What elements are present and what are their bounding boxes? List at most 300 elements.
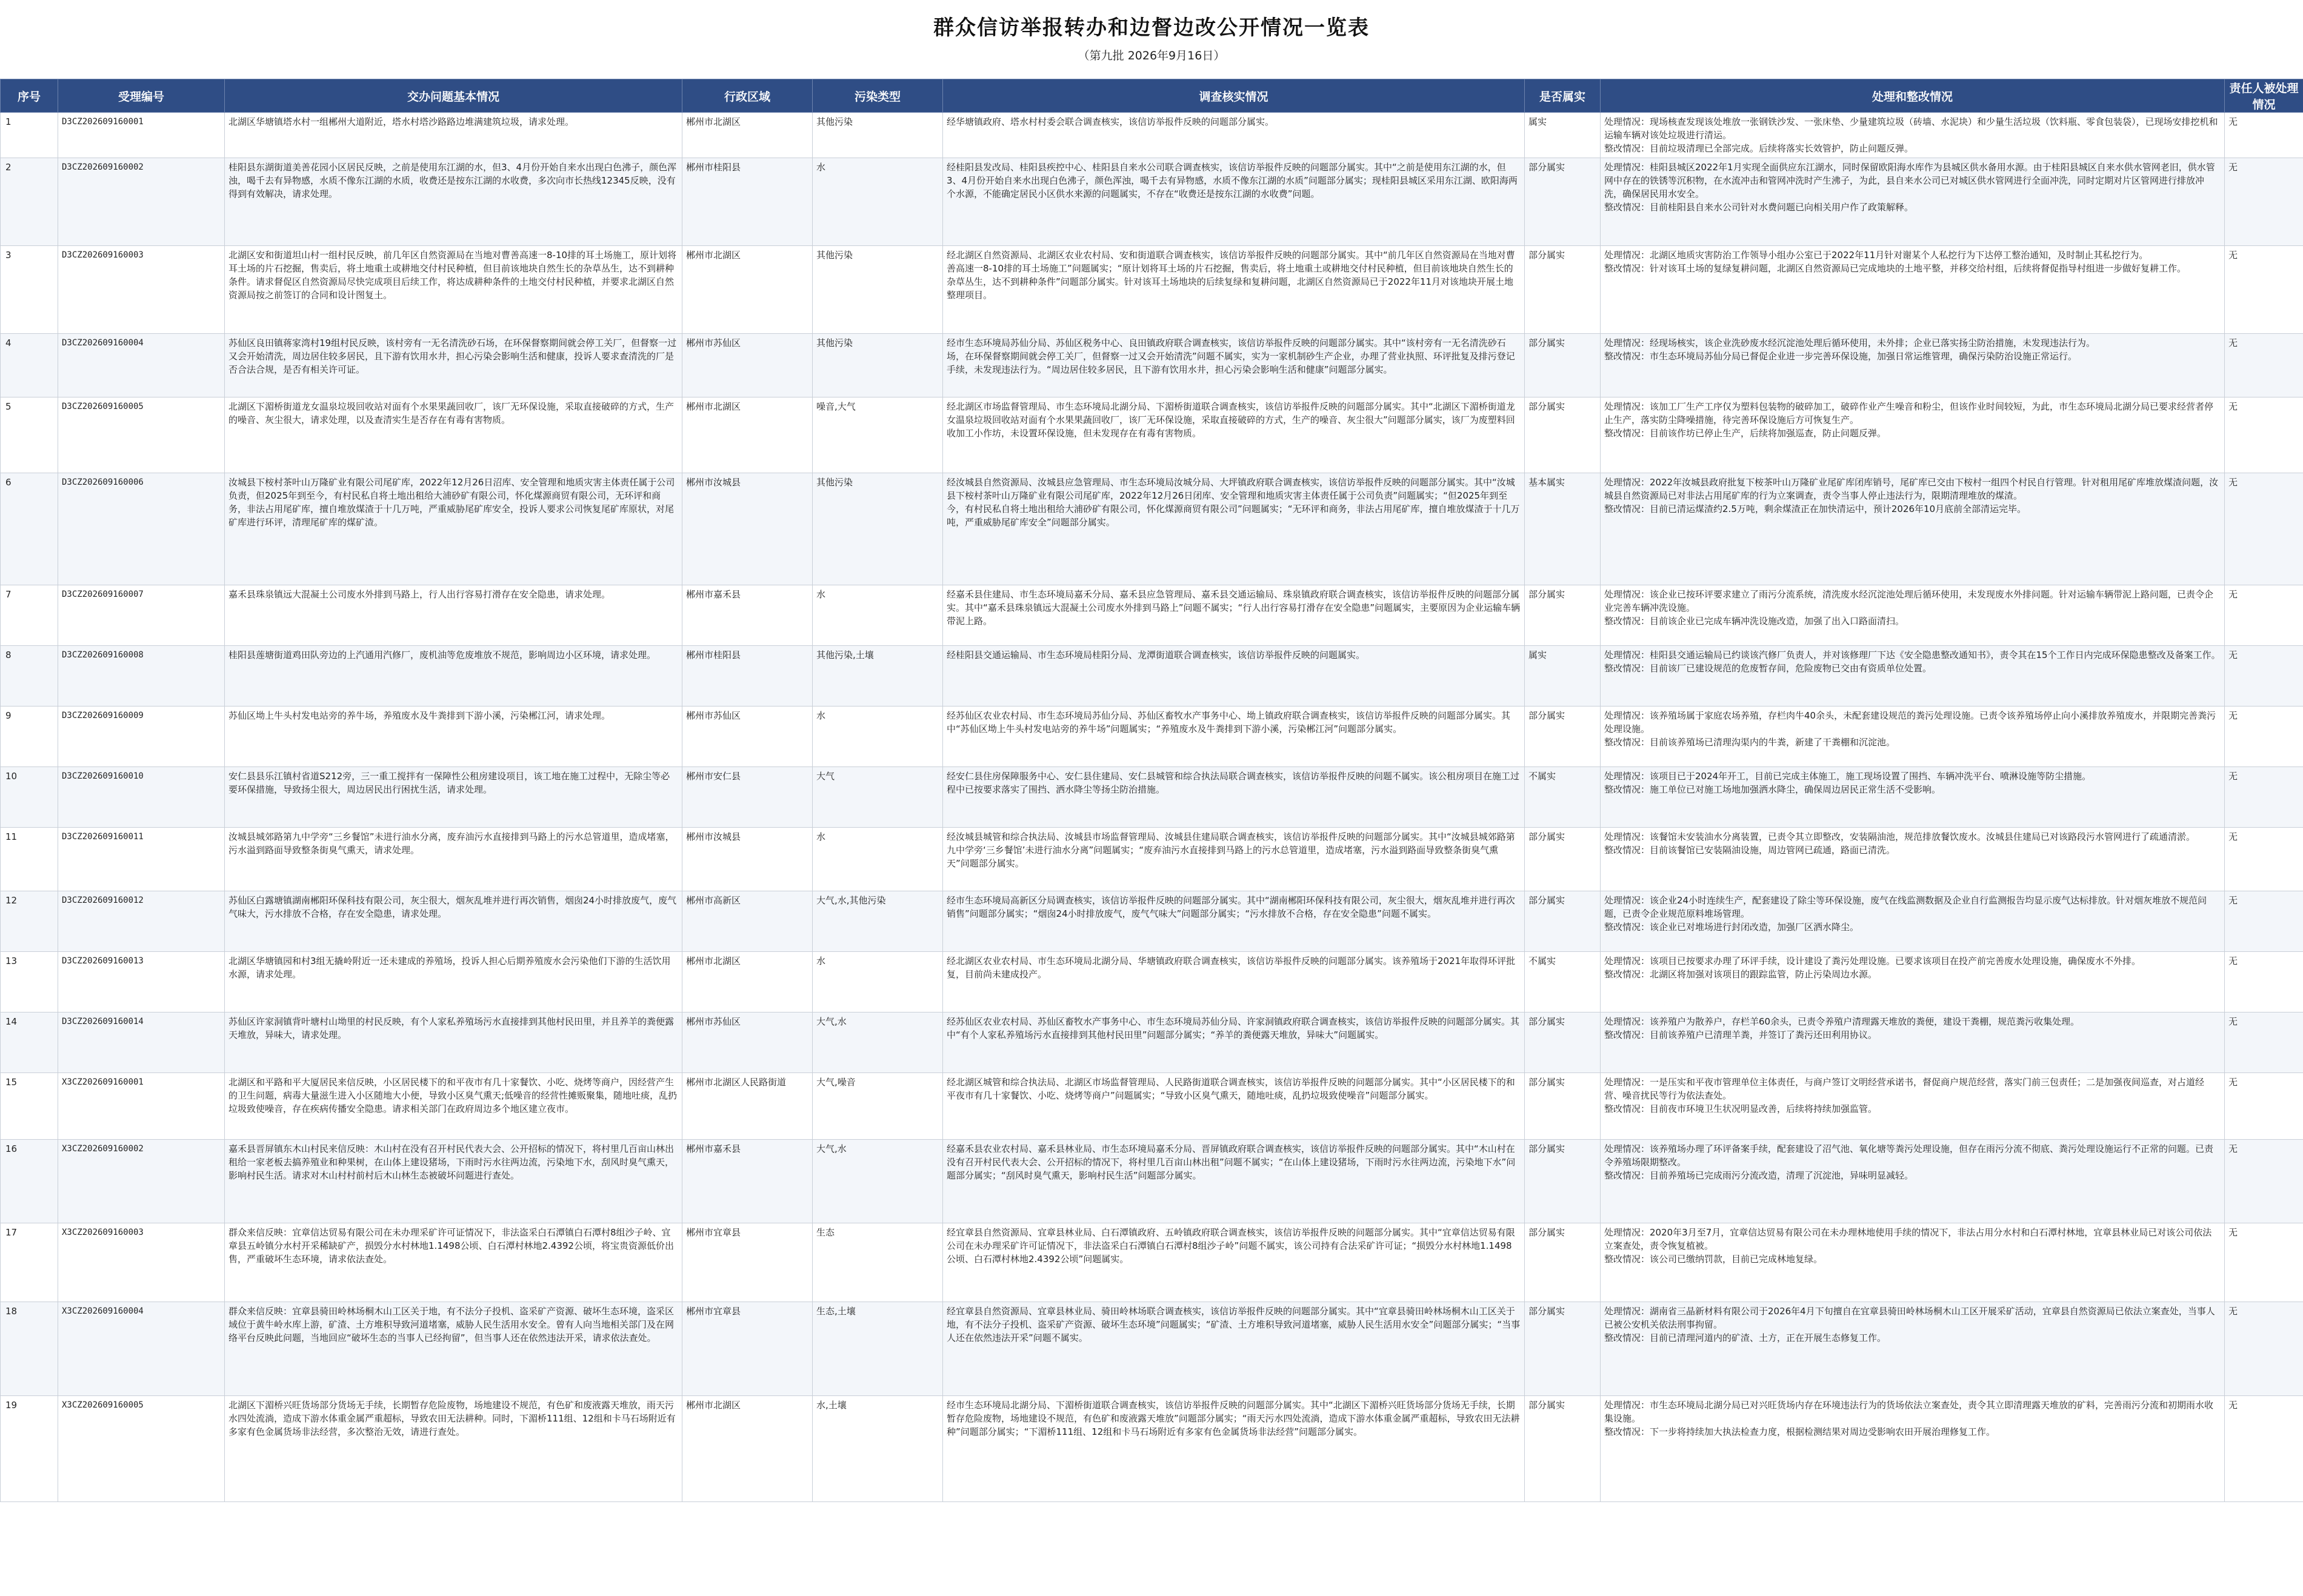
cell-seq-text: 10	[5, 770, 54, 783]
cell-verified	[1525, 585, 1601, 646]
page-subtitle: （第九批 2026年9月16日）	[0, 47, 2303, 63]
cell-seq-text: 15	[5, 1076, 54, 1089]
cell-type	[813, 1140, 943, 1223]
table-row	[1, 585, 2303, 646]
cell-investigation-text: 经桂阳县发改局、桂阳县疾控中心、桂阳县自来水公司联合调查核实，该信访举报件反映的问题部分属实。其中“之前是使用东江湖的水，但3、4月份开始自来水出现白色沸子，颜色浑浊，喝千去有异物感，水质不像东江湖的水质”问题部分属实；现桂阳县城区采用东江湖、欧阳海两个水源，不能确定居民小区供水来源的问题属实，不存在“收费还是按东江湖的水收费”问题。	[947, 161, 1521, 201]
cell-region	[682, 1140, 813, 1223]
cell-seq-text: 13	[5, 954, 54, 968]
cell-id-text: D3CZ202609160010	[62, 770, 221, 783]
cell-id-text: D3CZ202609160001	[62, 115, 221, 128]
cell-accountability	[2225, 1223, 2303, 1302]
header-desc: 交办问题基本情况	[225, 79, 682, 113]
cell-region-text: 郴州市北湖区	[686, 248, 808, 262]
cell-id	[58, 246, 225, 334]
cell-id	[58, 1012, 225, 1073]
cell-seq-text: 19	[5, 1398, 54, 1412]
cell-seq-text: 17	[5, 1226, 54, 1239]
cell-verified	[1525, 952, 1601, 1012]
cell-investigation-text: 经汝城县自然资源局、汝城县应急管理局、市生态环境局汝城分局、大坪镇政府联合调查核实，该信访举报件反映的问题部分属实。其中“汝城县下桉村茶叶山万隆矿业有限公司尾矿库，2022年12月26日闭库、安全管理和地质灾害主体责任属于公司负责”问题属实；“但2025年到至今，有村民私自将土地出租给大浦砂矿有限公司，怀化煤源商贸有限公司”问题属实；“无环评和商务，非法占用尾矿库，擅自堆放煤渣于十几万吨，严重威胁尾矿库安全”问题部分属实。	[947, 476, 1521, 529]
cell-investigation	[943, 1012, 1525, 1073]
cell-seq	[1, 707, 58, 767]
cell-type	[813, 828, 943, 891]
cell-verified	[1525, 1073, 1601, 1140]
header-id: 受理编号	[58, 79, 225, 113]
cell-handling	[1601, 585, 2225, 646]
cell-desc	[225, 113, 682, 158]
cell-id	[58, 828, 225, 891]
cell-verified-text: 部分属实	[1528, 248, 1596, 262]
cell-seq-text: 8	[5, 648, 54, 662]
cell-id-text: X3CZ202609160002	[62, 1142, 221, 1155]
cell-desc	[225, 1140, 682, 1223]
cell-region-text: 郴州市苏仙区	[686, 1015, 808, 1028]
cell-desc-text: 桂阳县东湖街道美善花园小区居民反映，之前是使用东江湖的水，但3、4月份开始自来水出现白色沸子，颜色浑浊，喝千去有异物感，水质不像东江湖的水质，收费还是按东江湖的水收费，多次向市长热线12345反映，没有得到有效解决，请求处理。	[228, 161, 678, 201]
cell-verified-text: 属实	[1528, 115, 1596, 128]
cell-seq	[1, 473, 58, 585]
cell-desc	[225, 246, 682, 334]
table-row	[1, 334, 2303, 397]
cell-type-text: 大气,水	[816, 1142, 939, 1155]
cell-type-text: 噪音,大气	[816, 400, 939, 413]
cell-accountability	[2225, 334, 2303, 397]
cell-id-text: X3CZ202609160001	[62, 1076, 221, 1089]
cell-investigation-text: 经苏仙区农业农村局、市生态环境局苏仙分局、苏仙区畜牧水产事务中心、坳上镇政府联合调查核实，该信访举报件反映的问题部分属实。其中“苏仙区坳上牛头村发电站旁的养牛场”问题属实；“养殖废水及牛粪排到下游小溪，污染郴江河”问题部分属实。	[947, 709, 1521, 736]
cell-accountability-text: 无	[2228, 1398, 2299, 1412]
cell-desc	[225, 828, 682, 891]
cell-investigation	[943, 891, 1525, 952]
cell-verified-text: 部分属实	[1528, 1226, 1596, 1239]
cell-handling	[1601, 1140, 2225, 1223]
cell-id-text: D3CZ202609160007	[62, 588, 221, 601]
cell-seq	[1, 334, 58, 397]
cell-handling	[1601, 158, 2225, 246]
header-investigation: 调查核实情况	[943, 79, 1525, 113]
cell-region-text: 郴州市宜章县	[686, 1226, 808, 1239]
cell-type-text: 水	[816, 830, 939, 843]
cell-verified	[1525, 767, 1601, 828]
table-row	[1, 1140, 2303, 1223]
cell-verified-text: 部分属实	[1528, 1015, 1596, 1028]
cell-accountability	[2225, 1140, 2303, 1223]
cell-verified-text: 部分属实	[1528, 588, 1596, 601]
cell-investigation-text: 经嘉禾县农业农村局、嘉禾县林业局、市生态环境局嘉禾分局、晋屏镇政府联合调查核实，该信访举报件反映的问题部分属实。其中“木山村在没有召开村民代表大会、公开招标的情况下，将村里几百亩山林出租”问题不属实；“在山体上建设猪场，下雨时污水往两边流，污染地下水”问题部分属实；“刮风时臭气熏天，影响村民生活”问题部分属实。	[947, 1142, 1521, 1182]
cell-id	[58, 1302, 225, 1396]
cell-accountability-text: 无	[2228, 476, 2299, 489]
cell-desc	[225, 1012, 682, 1073]
cell-type-text: 水	[816, 709, 939, 722]
cell-desc	[225, 891, 682, 952]
cell-handling	[1601, 397, 2225, 473]
cell-seq-text: 7	[5, 588, 54, 601]
cell-investigation-text: 经市生态环境局北湖分局、下湄桥街道联合调查核实，该信访举报件反映的问题部分属实。其中“北湖区下湄桥兴旺货场部分货场无手续，长期暂存危险废物，场地建设不规范，有色矿和废液露天堆放”问题部分属实；“雨天污水四处流淌，造成下游水体重金属严重超标，导致农田无法耕种”问题部分属实；“下湄桥111组、12组和卡马石场附近有多家有色金属货场非法经营”问题部分属实。	[947, 1398, 1521, 1438]
cell-id-text: X3CZ202609160004	[62, 1305, 221, 1318]
cell-accountability-text: 无	[2228, 1226, 2299, 1239]
table-row	[1, 952, 2303, 1012]
cell-desc	[225, 707, 682, 767]
table-row	[1, 1012, 2303, 1073]
cell-verified-text: 部分属实	[1528, 336, 1596, 350]
cell-type-text: 水	[816, 954, 939, 968]
cell-accountability-text: 无	[2228, 1142, 2299, 1155]
cell-handling	[1601, 246, 2225, 334]
cell-handling-text: 处理情况：该养殖场办理了环评备案手续，配套建设了沼气池、氧化塘等粪污处理设施，但存在雨污分流不彻底、粪污处理设施运行不正常的问题。已责令养殖场限期整改。 整改情况：目前养殖场已完成雨污分流改造，清理了沉淀池，异味明显减轻。	[1604, 1142, 2221, 1182]
cell-handling	[1601, 767, 2225, 828]
cell-region-text: 郴州市嘉禾县	[686, 588, 808, 601]
cell-desc	[225, 952, 682, 1012]
cell-handling	[1601, 646, 2225, 707]
cell-investigation-text: 经北湖区自然资源局、北湖区农业农村局、安和街道联合调查核实，该信访举报件反映的问题部分属实。其中“前几年区自然资源局在当地对曹善高速一8-10排的耳土场施工”问题属实；“原计划将耳土场的片石挖掘，售卖后，将土地重土或耕地交付村民种植，但目前该地块自然生长的杂草丛生，达不到耕种条件”问题部分属实。针对该耳土场地块的后续复绿和复耕问题，北湖区自然资源局已于2022年11月对该地块开展土地整理项目。	[947, 248, 1521, 302]
cell-id-text: D3CZ202609160012	[62, 894, 221, 907]
cell-id-text: D3CZ202609160004	[62, 336, 221, 350]
cell-handling	[1601, 1223, 2225, 1302]
cell-investigation	[943, 767, 1525, 828]
cell-type	[813, 891, 943, 952]
cell-id-text: D3CZ202609160013	[62, 954, 221, 968]
cell-region-text: 郴州市北湖区	[686, 115, 808, 128]
cell-verified-text: 部分属实	[1528, 830, 1596, 843]
table-row	[1, 767, 2303, 828]
cell-investigation-text: 经北湖区农业农村局、市生态环境局北湖分局、华塘镇政府联合调查核实，该信访举报件反映的问题部分属实。该养殖场于2021年取得环评批复，目前尚未建成投产。	[947, 954, 1521, 981]
cell-handling-text: 处理情况：桂阳县城区2022年1月实现全面供应东江湖水，同时保留欧阳海水库作为县城区供水备用水源。由于桂阳县城区自来水供水管网老旧，供水管网中存在的铁锈等沉积物，在水流冲击和管网冲洗时产生沸子，为此，县自来水公司已对城区供水管网进行全面冲洗，同时定期对片区管网进行排放冲洗，确保居民用水安全。 整改情况：目前桂阳县自来水公司针对水费问题已向相关用户作了政策解释。	[1604, 161, 2221, 214]
cell-region	[682, 158, 813, 246]
cell-verified-text: 基本属实	[1528, 476, 1596, 489]
cell-desc-text: 苏仙区坳上牛头村发电站旁的养牛场，养殖废水及牛粪排到下游小溪，污染郴江河，请求处理。	[228, 709, 678, 722]
cell-investigation	[943, 1302, 1525, 1396]
cell-verified	[1525, 828, 1601, 891]
cell-handling	[1601, 828, 2225, 891]
cell-investigation	[943, 334, 1525, 397]
cell-id	[58, 1223, 225, 1302]
cell-handling	[1601, 707, 2225, 767]
cell-id	[58, 334, 225, 397]
cell-seq-text: 12	[5, 894, 54, 907]
cell-type-text: 生态	[816, 1226, 939, 1239]
cell-desc	[225, 158, 682, 246]
cell-id-text: X3CZ202609160003	[62, 1226, 221, 1239]
cell-verified	[1525, 707, 1601, 767]
cell-type	[813, 1302, 943, 1396]
cell-seq	[1, 158, 58, 246]
cell-accountability	[2225, 585, 2303, 646]
cell-id	[58, 473, 225, 585]
cell-seq-text: 2	[5, 161, 54, 174]
cell-accountability	[2225, 952, 2303, 1012]
cell-seq-text: 5	[5, 400, 54, 413]
table-row	[1, 473, 2303, 585]
cell-investigation	[943, 952, 1525, 1012]
cell-verified-text: 部分属实	[1528, 1398, 1596, 1412]
cell-id	[58, 1073, 225, 1140]
cell-type-text: 其他污染	[816, 476, 939, 489]
cell-handling	[1601, 891, 2225, 952]
cell-accountability	[2225, 1302, 2303, 1396]
cell-id	[58, 952, 225, 1012]
cell-accountability-text: 无	[2228, 248, 2299, 262]
cell-accountability	[2225, 1073, 2303, 1140]
cell-type	[813, 113, 943, 158]
cell-region-text: 郴州市北湖区	[686, 954, 808, 968]
cell-region-text: 郴州市高新区	[686, 894, 808, 907]
cell-region-text: 郴州市北湖区	[686, 1398, 808, 1412]
cell-region-text: 郴州市北湖区	[686, 400, 808, 413]
cell-type-text: 大气,水,其他污染	[816, 894, 939, 907]
cell-id	[58, 113, 225, 158]
cell-verified-text: 部分属实	[1528, 894, 1596, 907]
cell-investigation	[943, 1140, 1525, 1223]
cell-seq	[1, 1396, 58, 1502]
cell-accountability-text: 无	[2228, 161, 2299, 174]
table-row	[1, 1302, 2303, 1396]
cell-seq	[1, 828, 58, 891]
cell-type-text: 其他污染	[816, 336, 939, 350]
cell-seq-text: 4	[5, 336, 54, 350]
cell-type-text: 水	[816, 161, 939, 174]
complaints-table	[0, 79, 2303, 1502]
cell-handling-text: 处理情况：市生态环境局北湖分局已对兴旺货场内存在环境违法行为的货场依法立案查处，责令其立即清理露天堆放的矿料，完善雨污分流和初期雨水收集设施。 整改情况：下一步将持续加大执法检查力度，根据检测结果对周边受影响农田开展治理修复工作。	[1604, 1398, 2221, 1438]
cell-accountability	[2225, 707, 2303, 767]
cell-handling-text: 处理情况：该养殖场属于家庭农场养殖，存栏肉牛40余头，未配套建设规范的粪污处理设施。已责令该养殖场停止向小溪排放养殖废水，并限期完善粪污处理设施。 整改情况：目前该养殖场已清理沟渠内的牛粪，新建了干粪棚和沉淀池。	[1604, 709, 2221, 749]
cell-id-text: D3CZ202609160002	[62, 161, 221, 174]
cell-investigation	[943, 246, 1525, 334]
cell-type	[813, 1012, 943, 1073]
cell-verified	[1525, 1223, 1601, 1302]
table-row	[1, 646, 2303, 707]
cell-accountability-text: 无	[2228, 1076, 2299, 1089]
cell-region	[682, 767, 813, 828]
cell-seq-text: 18	[5, 1305, 54, 1318]
header-accountability: 责任人被处理情况	[2225, 79, 2303, 113]
cell-investigation	[943, 1396, 1525, 1502]
cell-type-text: 水,土壤	[816, 1398, 939, 1412]
cell-accountability-text: 无	[2228, 648, 2299, 662]
cell-verified	[1525, 646, 1601, 707]
cell-type	[813, 1223, 943, 1302]
cell-accountability-text: 无	[2228, 954, 2299, 968]
cell-verified	[1525, 473, 1601, 585]
header-region: 行政区域	[682, 79, 813, 113]
cell-seq-text: 14	[5, 1015, 54, 1028]
cell-handling-text: 处理情况：经现场核实，该企业洗砂废水经沉淀池处理后循环使用，未外排；企业已落实扬尘防治措施，未发现违法行为。 整改情况：市生态环境局苏仙分局已督促企业进一步完善环保设施，加强日常运维管理，确保污染防治设施正常运行。	[1604, 336, 2221, 363]
cell-investigation	[943, 397, 1525, 473]
cell-desc	[225, 585, 682, 646]
cell-region-text: 郴州市安仁县	[686, 770, 808, 783]
cell-handling	[1601, 473, 2225, 585]
cell-accountability	[2225, 158, 2303, 246]
cell-verified	[1525, 891, 1601, 952]
cell-region-text: 郴州市苏仙区	[686, 709, 808, 722]
cell-id	[58, 1396, 225, 1502]
cell-handling-text: 处理情况：现场核查发现该处堆放一张钢铁沙发、一张床垫、少量建筑垃圾（砖墙、水泥块）和少量生活垃圾（饮料瓶、零食包装袋），已现场安排挖机和运输车辆对该处垃圾进行清运。 整改情况：目前垃圾清理已全部完成。后续将落实长效管护，防止问题反弹。	[1604, 115, 2221, 155]
cell-accountability	[2225, 246, 2303, 334]
table-row	[1, 828, 2303, 891]
cell-id	[58, 1140, 225, 1223]
cell-region	[682, 952, 813, 1012]
cell-accountability-text: 无	[2228, 709, 2299, 722]
cell-seq-text: 1	[5, 115, 54, 128]
cell-region	[682, 828, 813, 891]
cell-accountability-text: 无	[2228, 1015, 2299, 1028]
cell-handling-text: 处理情况：湖南省三晶新材料有限公司于2026年4月下旬擅自在宜章县骑田岭林场桐木山工区开展采矿活动，宜章县自然资源局已依法立案查处，当事人已被公安机关依法刑事拘留。 整改情况：目前已清理河道内的矿渣、土方，正在开展生态修复工作。	[1604, 1305, 2221, 1345]
cell-seq	[1, 1012, 58, 1073]
cell-investigation-text: 经宜章县自然资源局、宜章县林业局、白石潭镇政府、五岭镇政府联合调查核实，该信访举报件反映的问题部分属实。其中“宜章信达贸易有限公司在未办理采矿许可证情况下，非法盗采白石潭镇白石潭村8组沙子岭”问题不属实，该公司持有合法采矿许可证；“损毁分水村林地1.1498公顷、白石潭村林地2.4392公顷”问题属实。	[947, 1226, 1521, 1266]
cell-type	[813, 334, 943, 397]
cell-verified	[1525, 158, 1601, 246]
cell-id	[58, 397, 225, 473]
cell-accountability-text: 无	[2228, 830, 2299, 843]
cell-verified	[1525, 1140, 1601, 1223]
cell-investigation	[943, 707, 1525, 767]
cell-seq	[1, 1223, 58, 1302]
cell-id-text: D3CZ202609160003	[62, 248, 221, 262]
cell-seq	[1, 1302, 58, 1396]
cell-desc	[225, 397, 682, 473]
cell-region	[682, 1302, 813, 1396]
cell-type	[813, 952, 943, 1012]
cell-region-text: 郴州市北湖区人民路街道	[686, 1076, 808, 1089]
cell-type-text: 大气,噪音	[816, 1076, 939, 1089]
cell-investigation	[943, 113, 1525, 158]
cell-region	[682, 473, 813, 585]
cell-investigation	[943, 828, 1525, 891]
table-row	[1, 891, 2303, 952]
cell-investigation	[943, 473, 1525, 585]
cell-region-text: 郴州市宜章县	[686, 1305, 808, 1318]
cell-region	[682, 397, 813, 473]
cell-region	[682, 334, 813, 397]
cell-investigation-text: 经华塘镇政府、塔水村村委会联合调查核实，该信访举报件反映的问题部分属实。	[947, 115, 1521, 128]
cell-id-text: D3CZ202609160009	[62, 709, 221, 722]
cell-desc-text: 苏仙区白露塘镇湖南郴阳环保科技有限公司，灰尘很大，烟灰乱堆并进行再次销售，烟囱24小时排放废气，废气气味大，污水排放不合格，存在安全隐患，请求处理。	[228, 894, 678, 920]
cell-desc-text: 北湖区和平路和平大厦居民来信反映，小区居民楼下的和平夜市有几十家餐饮、小吃、烧烤等商户，因经营产生的卫生问题，病毒大量滋生进入小区随地大小便，导致小区臭气熏天;低噪音的经营性摊贩聚集，随地吐痰，乱扔垃圾致使噪音，存在疾病传播安全隐患。请求相关部门在政府周边多个地区建立夜市。	[228, 1076, 678, 1116]
cell-investigation-text: 经嘉禾县住建局、市生态环境局嘉禾分局、嘉禾县应急管理局、嘉禾县交通运输局、珠泉镇政府联合调查核实，该信访举报件反映的问题部分属实。其中“嘉禾县珠泉镇远大混凝土公司废水外排到马路上”问题不属实；“行人出行容易打滑存在安全隐患”问题属实，主要原因为企业运输车辆带泥上路。	[947, 588, 1521, 628]
cell-region	[682, 113, 813, 158]
cell-handling-text: 处理情况：该企业已按环评要求建立了雨污分流系统，清洗废水经沉淀池处理后循环使用，未发现废水外排问题。针对运输车辆带泥上路问题，已责令企业完善车辆冲洗设施。 整改情况：目前该企业已完成车辆冲洗设施改造，加强了出入口路面清扫。	[1604, 588, 2221, 628]
cell-handling-text: 处理情况：该企业24小时连续生产，配套建设了除尘等环保设施，废气在线监测数据及企业自行监测报告均显示废气达标排放。针对烟灰堆放不规范问题，已责令企业规范原料堆场管理。 整改情况：该企业已对堆场进行封闭改造，加强厂区洒水降尘。	[1604, 894, 2221, 934]
table-row	[1, 158, 2303, 246]
cell-verified-text: 部分属实	[1528, 1076, 1596, 1089]
cell-desc	[225, 1223, 682, 1302]
cell-desc	[225, 1073, 682, 1140]
cell-desc-text: 汝城县下桉村茶叶山万隆矿业有限公司尾矿库，2022年12月26日沼库、安全管理和地质灾害主体责任属于公司负责，但2025年到至今，有村民私自将土地出租给大浦砂矿有限公司，怀化煤源商贸有限公司，无环评和商务，非法占用尾矿库，擅自堆放煤渣于十几万吨，严重威胁尾矿库安全，投诉人要求公司恢复尾矿库原状，对尾矿库进行环评，清理尾矿库的煤矿渣。	[228, 476, 678, 529]
table-row	[1, 113, 2303, 158]
cell-verified-text: 不属实	[1528, 954, 1596, 968]
cell-seq	[1, 767, 58, 828]
cell-desc	[225, 1302, 682, 1396]
cell-seq-text: 6	[5, 476, 54, 489]
cell-id-text: D3CZ202609160008	[62, 648, 221, 662]
cell-handling-text: 处理情况：该餐馆未安装油水分离装置，已责令其立即整改，安装隔油池，规范排放餐饮废水。汝城县住建局已对该路段污水管网进行了疏通清淤。 整改情况：目前该餐馆已安装隔油设施，周边管网已疏通，路面已清洗。	[1604, 830, 2221, 857]
cell-id-text: D3CZ202609160011	[62, 830, 221, 843]
cell-verified	[1525, 1396, 1601, 1502]
cell-verified	[1525, 246, 1601, 334]
cell-investigation	[943, 646, 1525, 707]
cell-verified	[1525, 397, 1601, 473]
cell-accountability-text: 无	[2228, 115, 2299, 128]
cell-id	[58, 707, 225, 767]
cell-handling-text: 处理情况：2022年汝城县政府批复下桉茶叶山万隆矿业尾矿库闭库销号，尾矿库已交由下桉村一组四个村民自行管理。针对租用尾矿库堆放煤渣问题，汝城县自然资源局已对非法占用尾矿库的行为立案调查，责令当事人停止违法行为，限期清理堆放的煤渣。 整改情况：目前已清运煤渣约2.5万吨，剩余煤渣正在加快清运中，预计2026年10月底前全部清运完毕。	[1604, 476, 2221, 516]
cell-desc-text: 嘉禾县晋屏镇东木山村民来信反映：木山村在没有召开村民代表大会、公开招标的情况下，将村里几百亩山林出租给一家老板去搞养殖业和种果树，在山体上建设猪场，下雨时污水往两边流，污染地下水，刮风时臭气熏天，影响村民生活。请求对木山村村前村后木山林生态被破坏问题进行查处。	[228, 1142, 678, 1182]
cell-desc-text: 北湖区下湄桥兴旺货场部分货场无手续，长期暂存危险废物，场地建设不规范，有色矿和废液露天堆放，雨天污水四处流淌，造成下游水体重金属严重超标，导致农田无法耕种。同时，下湄桥111组、12组和卡马石场附近有多家有色金属货场非法经营，多次整治无效，请进行查处。	[228, 1398, 678, 1438]
cell-id-text: X3CZ202609160005	[62, 1398, 221, 1412]
cell-seq	[1, 585, 58, 646]
cell-region-text: 郴州市桂阳县	[686, 648, 808, 662]
cell-accountability	[2225, 891, 2303, 952]
cell-type-text: 其他污染	[816, 248, 939, 262]
cell-handling	[1601, 952, 2225, 1012]
cell-handling-text: 处理情况：一是压实和平夜市管理单位主体责任，与商户签订文明经营承诺书，督促商户规范经营，落实门前三包责任；二是加强夜间巡查，对占道经营、噪音扰民等行为依法查处。 整改情况：目前夜市环境卫生状况明显改善，后续将持续加强监管。	[1604, 1076, 2221, 1116]
cell-desc-text: 北湖区安和街道坦山村一组村民反映，前几年区自然资源局在当地对曹善高速一8-10排的耳土场施工，原计划将耳土场的片石挖掘，售卖后，将土地重土或耕地交付村民种植，但目前该地块自然生长的杂草丛生，达不到耕种条件。请求督促区自然资源局尽快完成项目后续工作，将达成耕种条件的土地交付村民种植，并要求北湖区自然资源局按之前签订的合同和设计图复土。	[228, 248, 678, 302]
cell-type	[813, 585, 943, 646]
cell-id	[58, 891, 225, 952]
cell-region	[682, 891, 813, 952]
cell-handling	[1601, 1302, 2225, 1396]
cell-region	[682, 585, 813, 646]
cell-id	[58, 646, 225, 707]
cell-id	[58, 585, 225, 646]
cell-investigation-text: 经北湖区城管和综合执法局、北湖区市场监督管理局、人民路街道联合调查核实，该信访举报件反映的问题部分属实。其中“小区居民楼下的和平夜市有几十家餐饮、小吃、烧烤等商户”问题属实；“导致小区臭气熏天，随地吐痰，乱扔垃圾致使噪音”问题部分属实。	[947, 1076, 1521, 1102]
cell-seq	[1, 246, 58, 334]
cell-desc	[225, 473, 682, 585]
cell-id	[58, 767, 225, 828]
header-verified: 是否属实	[1525, 79, 1601, 113]
cell-region	[682, 646, 813, 707]
cell-desc-text: 嘉禾县珠泉镇远大混凝土公司废水外排到马路上，行人出行容易打滑存在安全隐患，请求处理。	[228, 588, 678, 601]
cell-investigation	[943, 585, 1525, 646]
cell-region-text: 郴州市嘉禾县	[686, 1142, 808, 1155]
cell-verified-text: 部分属实	[1528, 709, 1596, 722]
cell-investigation	[943, 158, 1525, 246]
table-body	[1, 113, 2303, 1502]
cell-verified-text: 部分属实	[1528, 1305, 1596, 1318]
cell-type-text: 其他污染	[816, 115, 939, 128]
cell-accountability-text: 无	[2228, 400, 2299, 413]
cell-accountability-text: 无	[2228, 1305, 2299, 1318]
cell-desc	[225, 334, 682, 397]
cell-accountability	[2225, 828, 2303, 891]
cell-seq	[1, 397, 58, 473]
cell-handling-text: 处理情况：该项目已于2024年开工，目前已完成主体施工，施工现场设置了围挡、车辆冲洗平台、喷淋设施等防尘措施。 整改情况：施工单位已对施工场地加强洒水降尘，确保周边居民正常生活不受影响。	[1604, 770, 2221, 796]
cell-region	[682, 1012, 813, 1073]
cell-investigation-text: 经宜章县自然资源局、宜章县林业局、骑田岭林场联合调查核实，该信访举报件反映的问题部分属实。其中“宜章县骑田岭林场桐木山工区关于地，有不法分子投机、盗采矿产资源、破坏生态环境”问题属实；“矿渣、土方堆积导致河道堵塞，威胁人民生活用水安全”问题部分属实；“当事人还在依然违法开采”问题不属实。	[947, 1305, 1521, 1345]
cell-region-text: 郴州市汝城县	[686, 830, 808, 843]
cell-desc	[225, 1396, 682, 1502]
cell-type	[813, 646, 943, 707]
cell-type	[813, 1073, 943, 1140]
cell-id	[58, 158, 225, 246]
cell-accountability-text: 无	[2228, 588, 2299, 601]
cell-accountability-text: 无	[2228, 894, 2299, 907]
table-header-row	[1, 79, 2303, 113]
table-row	[1, 1073, 2303, 1140]
cell-investigation-text: 经市生态环境局苏仙分局、苏仙区税务中心、良田镇政府联合调查核实，该信访举报件反映的问题部分属实。其中“该村旁有一无名清洗砂石场，在环保督察期间就会停工关厂，但督察一过又会开始清洗”问题不属实，实为一家机制砂生产企业，办理了营业执照、环评批复及排污登记手续，未发现违法行为。“周边居住较多居民，且下游有饮用水井，担心污染会影响生活和健康”问题部分属实。	[947, 336, 1521, 376]
cell-desc-text: 桂阳县莲塘街道鸡田队旁边的上汽通用汽修厂，废机油等危废堆放不规范，影响周边小区环境，请求处理。	[228, 648, 678, 662]
cell-type	[813, 1396, 943, 1502]
cell-accountability	[2225, 397, 2303, 473]
cell-desc-text: 北湖区下湄桥街道龙女温泉垃圾回收站对面有个水果果蔬回收厂，该厂无环保设施，采取直接破碎的方式，生产的噪音、灰尘很大，请求处理，以及查清实生是否存在有毒有害物质。	[228, 400, 678, 427]
cell-region	[682, 246, 813, 334]
cell-type-text: 生态,土壤	[816, 1305, 939, 1318]
cell-handling-text: 处理情况：该项目已按要求办理了环评手续，设计建设了粪污处理设施。已要求该项目在投产前完善废水处理设施，确保废水不外排。 整改情况：北湖区将加强对该项目的跟踪监管，防止污染周边水源。	[1604, 954, 2221, 981]
cell-verified-text: 部分属实	[1528, 400, 1596, 413]
cell-accountability-text: 无	[2228, 770, 2299, 783]
cell-seq-text: 3	[5, 248, 54, 262]
cell-desc-text: 安仁县县乐江镇村省道S212旁，三一重工搅拌有一保障性公租房建设项目，该工地在施工过程中，无除尘等必要环保措施，导致扬尘很大，周边居民出行困扰生活，请求处理。	[228, 770, 678, 796]
cell-id-text: D3CZ202609160005	[62, 400, 221, 413]
cell-handling	[1601, 1012, 2225, 1073]
table-row	[1, 397, 2303, 473]
cell-type	[813, 707, 943, 767]
cell-accountability	[2225, 767, 2303, 828]
